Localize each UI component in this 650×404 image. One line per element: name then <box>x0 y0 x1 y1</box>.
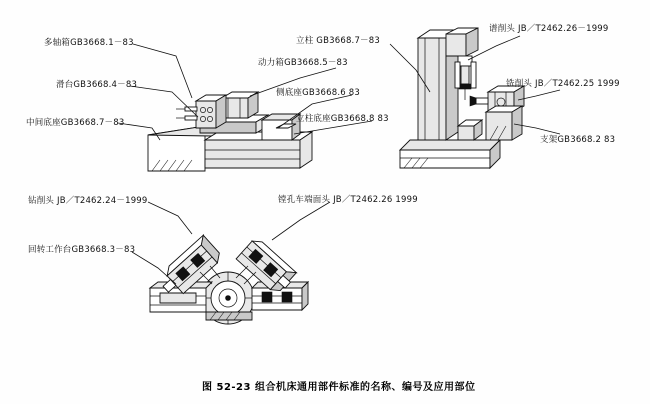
label-slide-table: 滑台GB3668.4－83 <box>56 80 138 90</box>
label-milling-head: 铣削头 JB／T2462.25 1999 <box>506 79 620 89</box>
figure-caption: 图 52-23 组合机床通用部件标准的名称、编号及应用部位 <box>202 382 476 393</box>
leader-lines-bottom <box>132 202 330 284</box>
label-face-milling-head: 谱削头 JB／T2462.26－1999 <box>489 24 609 34</box>
label-multi-spindle-head: 多轴箱GB3668.1－83 <box>44 38 134 48</box>
label-column-base: 立柱底座GB3668.8 83 <box>296 114 389 124</box>
right-machine-assembly <box>400 28 524 168</box>
label-side-base: 侧底座GB3668.6 83 <box>276 88 360 98</box>
bottom-rotary-assembly <box>150 235 308 324</box>
label-boring-facing-head: 镗孔车端面头 JB／T2462.26 1999 <box>278 195 418 205</box>
left-machine-assembly <box>148 92 312 171</box>
label-drilling-head: 钻削头 JB／T2462.24－1999 <box>28 196 148 206</box>
label-column: 立柱 GB3668.7－83 <box>296 36 380 46</box>
label-rotary-table: 回转工作台GB3668.3－83 <box>28 245 136 255</box>
label-bracket: 支架GB3668.2 83 <box>540 135 616 145</box>
label-mid-bed: 中间底座GB3668.7－83 <box>26 118 125 128</box>
label-power-box: 动力箱GB3668.5－83 <box>258 58 348 68</box>
